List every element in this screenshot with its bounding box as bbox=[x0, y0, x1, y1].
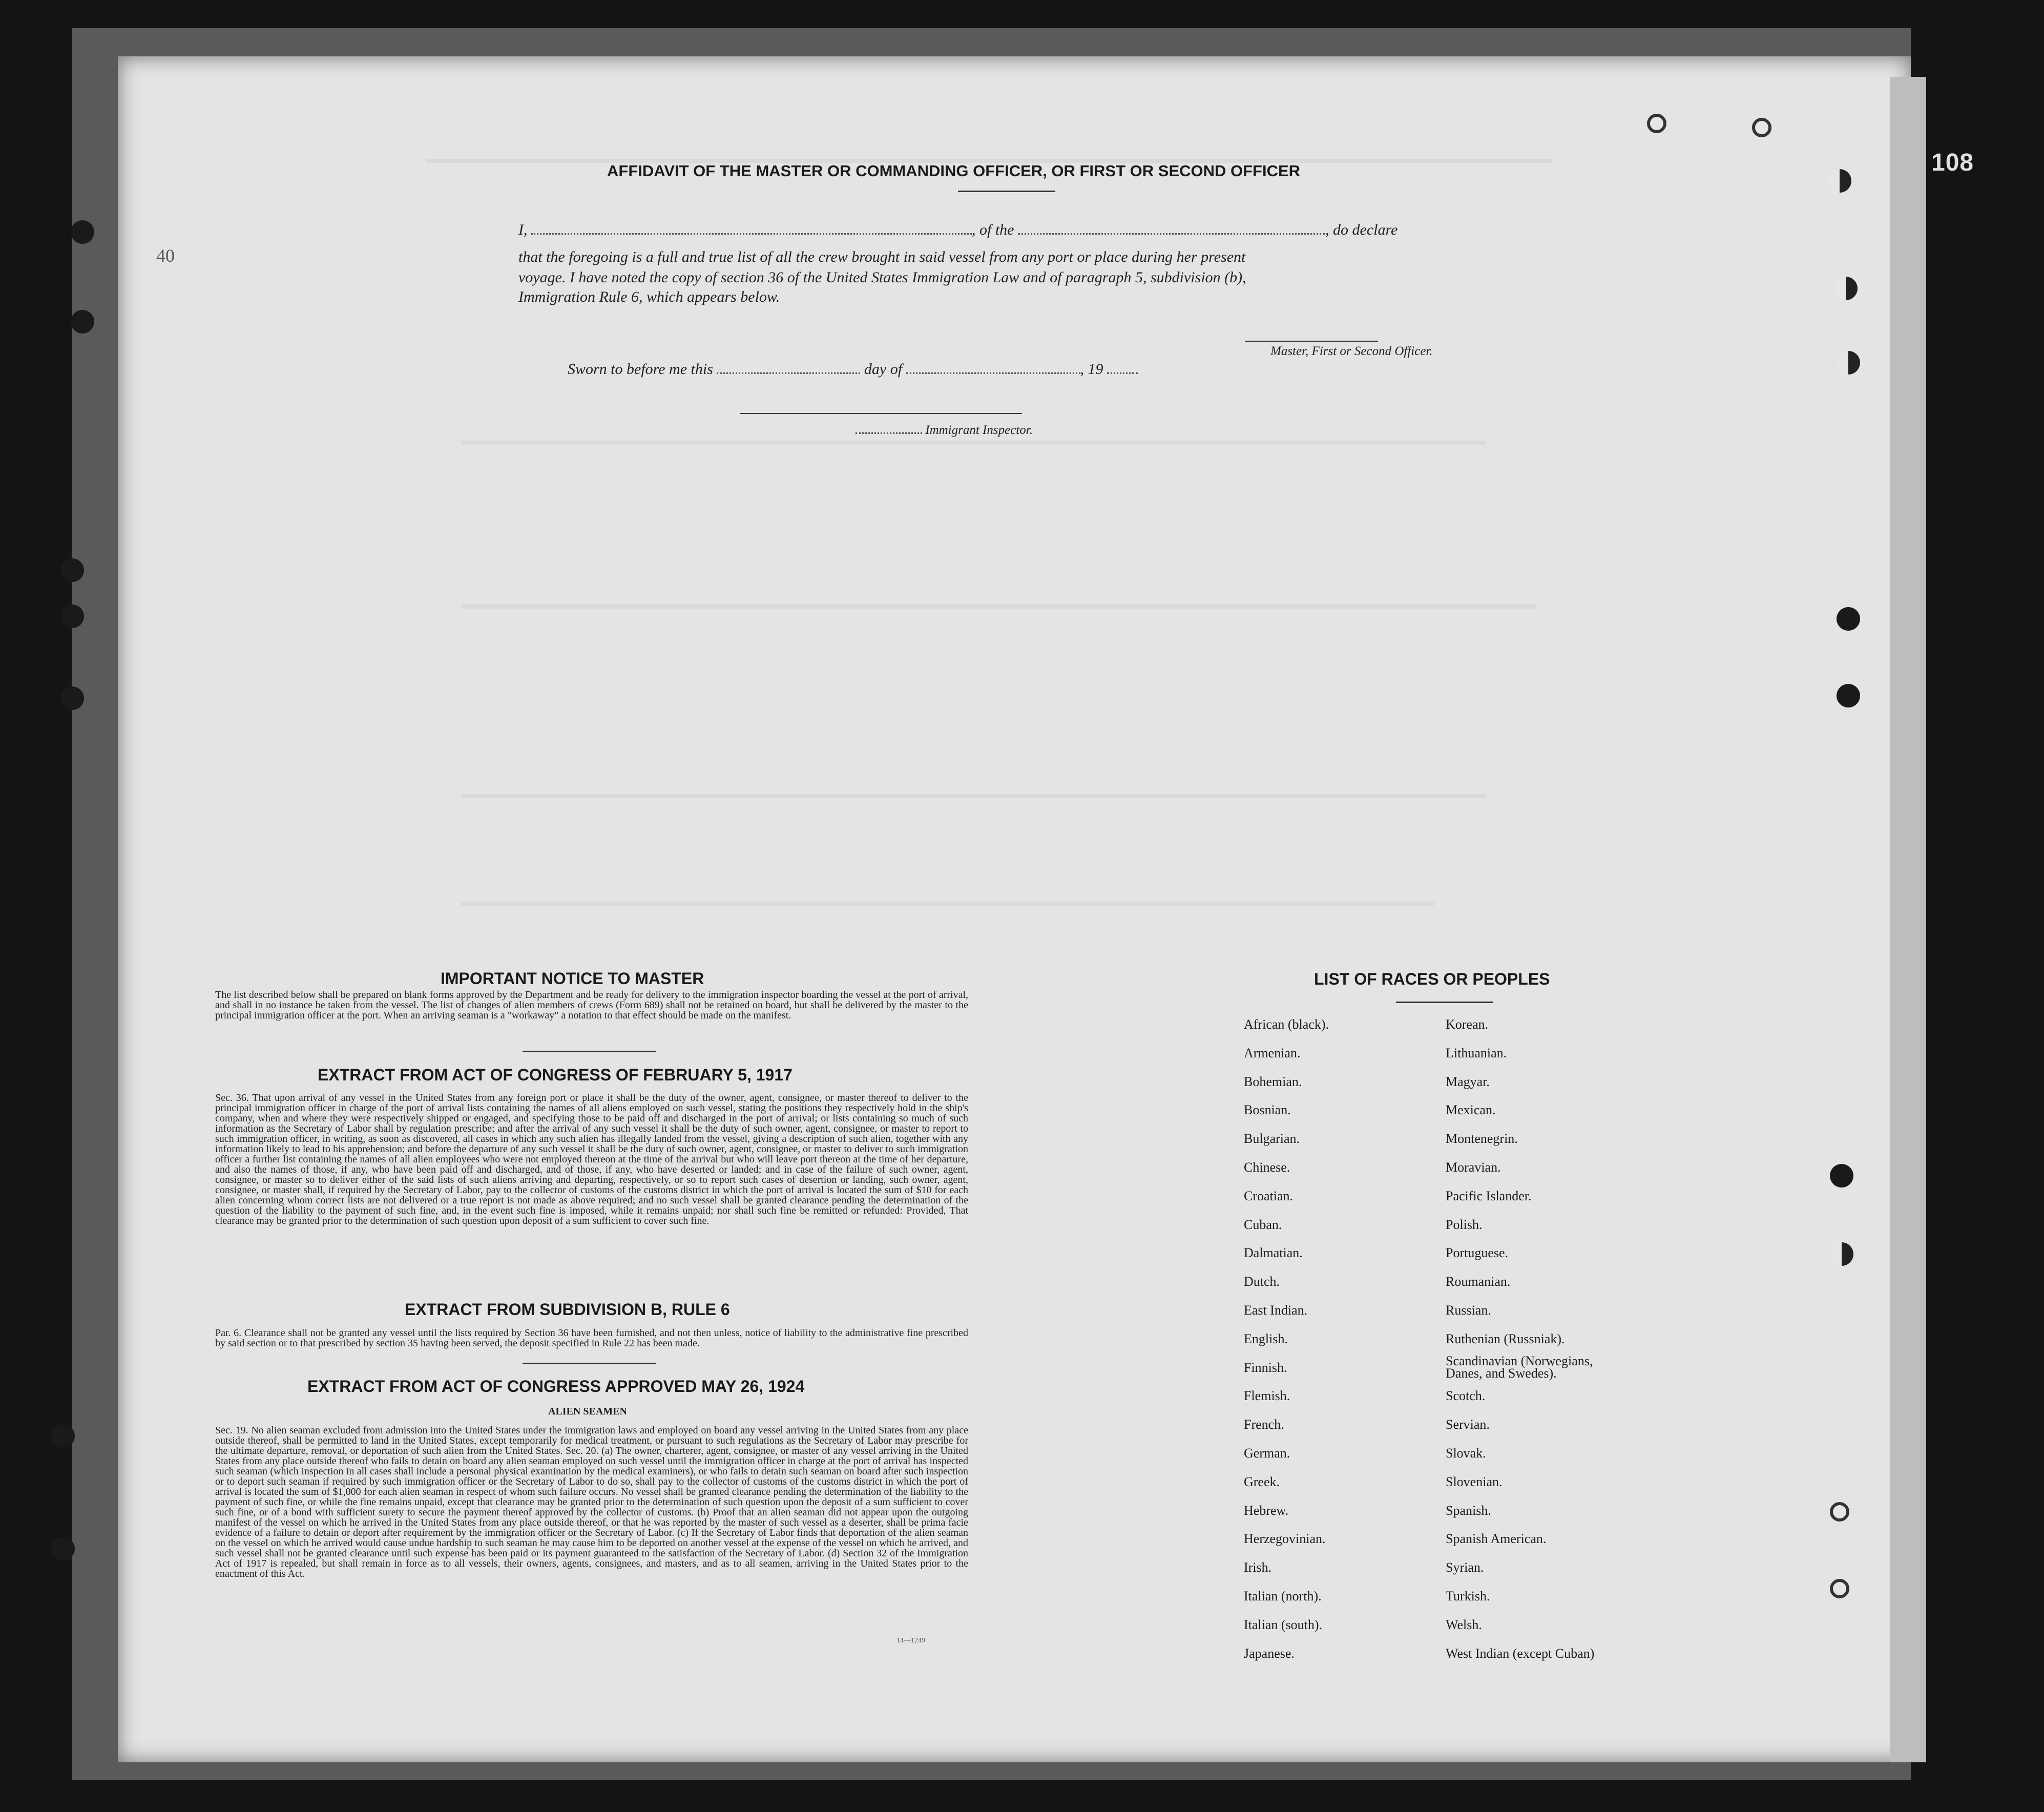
race-item: Ruthenian (Russniak). bbox=[1446, 1331, 1565, 1346]
affidavit-line-1 bbox=[518, 221, 1482, 239]
extract-1924-title: EXTRACT FROM ACT OF CONGRESS APPROVED MAY 26, 1924 bbox=[307, 1377, 805, 1396]
affidavit-title: AFFIDAVIT OF THE MASTER OR COMMANDING OFFICER, OR FIRST OR SECOND OFFICER bbox=[607, 162, 1301, 180]
signature-caption: Master, First or Second Officer. bbox=[1270, 344, 1433, 358]
date-blank[interactable] bbox=[717, 372, 860, 374]
binder-hole bbox=[1830, 1164, 1853, 1188]
race-item: Finnish. bbox=[1244, 1360, 1287, 1375]
bleed-through bbox=[461, 794, 1486, 798]
binder-hole bbox=[1837, 351, 1860, 374]
of-the-label: , of the bbox=[972, 221, 1014, 238]
race-item: Bulgarian. bbox=[1244, 1131, 1300, 1147]
race-item: Scandinavian (Norwegians, Danes, and Swedes). bbox=[1446, 1353, 1593, 1381]
race-item: Chinese. bbox=[1244, 1160, 1290, 1175]
race-item: Spanish. bbox=[1446, 1503, 1491, 1518]
binder-hole bbox=[1834, 277, 1858, 300]
binder-hole bbox=[1837, 684, 1860, 707]
race-item: Syrian. bbox=[1446, 1560, 1484, 1575]
race-item: Servian. bbox=[1446, 1417, 1490, 1432]
page-number: 108 bbox=[1931, 149, 1974, 176]
binder-hole bbox=[1752, 118, 1771, 137]
race-item: Hebrew. bbox=[1244, 1503, 1289, 1518]
day-of-label: day of bbox=[864, 361, 903, 378]
race-item: Slovenian. bbox=[1446, 1474, 1503, 1489]
race-item: Irish. bbox=[1244, 1560, 1272, 1575]
affidavit-line-3: voyage. I have noted the copy of section 36 of the United States Immigration Law and of paragraph 5, subdivision (b), bbox=[518, 269, 1246, 286]
year-prefix: , 19 bbox=[1080, 361, 1103, 378]
binder-hole bbox=[51, 1424, 75, 1448]
race-item: Welsh. bbox=[1446, 1617, 1482, 1632]
race-item: Russian. bbox=[1446, 1303, 1491, 1318]
race-item: Mexican. bbox=[1446, 1102, 1496, 1118]
page-edge bbox=[1890, 77, 1926, 1762]
divider bbox=[1396, 1002, 1493, 1003]
form-code: 14—1249 bbox=[896, 1637, 925, 1644]
binder-hole bbox=[1828, 169, 1851, 193]
divider bbox=[958, 191, 1055, 192]
race-item: Moravian. bbox=[1446, 1160, 1501, 1175]
race-item: Magyar. bbox=[1446, 1074, 1490, 1089]
races-title: LIST OF RACES OR PEOPLES bbox=[1314, 970, 1550, 988]
binder-hole bbox=[1830, 1579, 1849, 1598]
binder-hole bbox=[60, 686, 84, 710]
margin-mark: 40 bbox=[156, 245, 175, 266]
race-item: Dutch. bbox=[1244, 1274, 1280, 1289]
race-item: Pacific Islander. bbox=[1446, 1188, 1532, 1203]
inspector-caption bbox=[856, 423, 1033, 438]
race-item: German. bbox=[1244, 1446, 1290, 1461]
binder-hole bbox=[71, 310, 94, 334]
race-item: Italian (north). bbox=[1244, 1589, 1322, 1603]
binder-hole bbox=[60, 558, 84, 582]
race-item: Bosnian. bbox=[1244, 1102, 1291, 1118]
vessel-blank[interactable] bbox=[1018, 233, 1325, 235]
do-declare-label: , do declare bbox=[1325, 221, 1398, 238]
race-item: Bohemian. bbox=[1244, 1074, 1302, 1089]
signature-line[interactable] bbox=[1245, 341, 1378, 342]
binder-hole bbox=[1830, 1242, 1853, 1266]
binder-hole bbox=[71, 220, 94, 244]
rule6-text: Par. 6. Clearance shall not be granted any vessel until the lists required by Section 36 have been furnished, and not then unless, notice of liability to the administrative fine prescribed by said section or to that prescribed by section 35 having been served, the deposit specified in Rule 22 has been made. bbox=[215, 1327, 968, 1349]
race-item: French. bbox=[1244, 1417, 1284, 1432]
race-item: Portuguese. bbox=[1446, 1245, 1509, 1261]
binder-hole bbox=[51, 1537, 75, 1560]
notice-title: IMPORTANT NOTICE TO MASTER bbox=[441, 969, 704, 988]
bleed-through bbox=[461, 441, 1486, 445]
binder-hole bbox=[1647, 114, 1666, 133]
extract-1917-title: EXTRACT FROM ACT OF CONGRESS OF FEBRUARY 5, 1917 bbox=[318, 1066, 792, 1084]
race-item: Korean. bbox=[1446, 1017, 1489, 1032]
month-blank[interactable] bbox=[906, 372, 1080, 374]
race-item: East Indian. bbox=[1244, 1303, 1308, 1318]
extract-1924-subtitle: ALIEN SEAMEN bbox=[548, 1406, 627, 1417]
race-item: Lithuanian. bbox=[1446, 1045, 1507, 1060]
inspector-blank[interactable] bbox=[856, 432, 922, 434]
race-item: Roumanian. bbox=[1446, 1274, 1511, 1289]
race-item: Turkish. bbox=[1446, 1589, 1490, 1603]
race-item: Scotch. bbox=[1446, 1388, 1486, 1404]
race-item: Slovak. bbox=[1446, 1446, 1486, 1461]
rule6-title: EXTRACT FROM SUBDIVISION B, RULE 6 bbox=[405, 1300, 730, 1319]
sworn-line bbox=[568, 361, 1138, 378]
affidavit-line-4: Immigration Rule 6, which appears below. bbox=[518, 288, 780, 305]
race-item: Herzegovinian. bbox=[1244, 1531, 1326, 1547]
race-item: Montenegrin. bbox=[1446, 1131, 1518, 1147]
race-item: Greek. bbox=[1244, 1474, 1280, 1489]
inspector-line[interactable] bbox=[740, 413, 1022, 414]
inspector-label: Immigrant Inspector. bbox=[925, 423, 1033, 437]
race-item: Cuban. bbox=[1244, 1217, 1282, 1232]
race-item: Polish. bbox=[1446, 1217, 1483, 1232]
race-item: West Indian (except Cuban) bbox=[1446, 1646, 1595, 1661]
race-item: Japanese. bbox=[1244, 1646, 1295, 1661]
race-item: Croatian. bbox=[1244, 1188, 1294, 1203]
extract-1924-text: Sec. 19. No alien seaman excluded from admission into the United States under the immigration laws and employed on board any vessel arriving in the United States from any place outside thereof, shall be permitted to land in the United States, except temporarily for medical treatment, or pursuant to such regulations as the Secretary of Labor may prescribe for the ultimate departure, removal, or deportation of such alien from the United States. Sec. 20. (a) The owner, charterer, agent, consignee, or master of any vessel arriving in the United States from any place outside thereof who fails to detain on board any alien seaman employed on such vessel until the immigration officer in charge at the port of arrival has inspected such seaman (which inspection in all cases shall include a personal physical examination by the medical examiners), or who fails to detain such seaman on board after such inspection or to deport such seaman if required by such immigration officer or the Secretary of Labor to do so, shall pay to the collector of customs of the customs district in which the port of arrival is located the sum of $1,000 for each alien seaman in respect of whom such failure occurs. No vessel shall be granted clearance pending the determination of the liability to the payment of such fine, or while the fine remains unpaid, except that clearance may be granted prior to the determination of such question upon the deposit of a sum sufficient to cover such fine, or of a bond with sufficient surety to secure the payment thereof approved by the collector of customs. (b) Proof that an alien seaman did not appear upon the outgoing manifest of the vessel on which he arrived in the United States from any place outside thereof, or that he was reported by the master of such vessel as a deserter, shall be prima facie evidence of a failure to detain or deport after requirement by the immigration officer or the Secretary of Labor. (c) If the Secretary of Labor finds that deportation of the alien seaman on the vessel on which he arrived would cause undue hardship to such seaman he may cause him to be deported on another vessel at the expense of the vessel on which he arrived, and such vessel shall not be granted clearance until such expense has been paid or its payment guaranteed to the satisfaction of the Secretary of Labor. (d) Section 32 of the Immigration Act of 1917 is repealed, but shall remain in force as to all vessels, their owners, agents, consignees, and masters, and as to all seamen, arriving in the United States prior to the enactment of this Act. bbox=[215, 1425, 968, 1579]
race-item: Italian (south). bbox=[1244, 1617, 1323, 1632]
year-blank[interactable] bbox=[1107, 372, 1138, 374]
binder-hole bbox=[1837, 607, 1860, 631]
divider bbox=[523, 1363, 656, 1364]
race-item: African (black). bbox=[1244, 1017, 1329, 1032]
bleed-through bbox=[461, 902, 1434, 906]
extract-1917-text: Sec. 36. That upon arrival of any vessel in the United States from any foreign port or place it shall be the duty of the owner, agent, consignee, or master thereof to deliver to the principal immigration officer in charge of the port of arrival lists containing the names of all aliens employed on such vessel, stating the positions they respectively hold in the ship's company, when and where they were respectively shipped or engaged, and specifying those to be paid off and discharged in the port of arrival; or lists containing so much of such information as the Secretary of Labor shall by regulation prescribe; and after the arrival of any such vessel it shall be the duty of such owner, agent, consignee, or master to report to such immigration officer, in writing, as soon as discovered, all cases in which any such alien has illegally landed from the vessel, giving a description of such alien, together with any information likely to lead to his apprehension; and before the departure of any such vessel it shall be the duty of such owner, agent, consignee, or master to deliver to such immigration officer a further list containing the names of all alien employees who were not employed thereon at the time of the arrival but who will leave port thereon at the time of her departure, and also the names of those, if any, who have been paid off and discharged, and of those, if any, who have deserted or landed; and in case of the failure of such owner, agent, consignee, or master so to deliver either of the said lists of such aliens arriving and departing, respectively, or so to report such cases of desertion or landing, such owner, agent, consignee, or master shall, if required by the Secretary of Labor, pay to the collector of customs of the customs district in which the port of arrival is located the sum of $10 for each alien concerning whom correct lists are not delivered or a true report is not made as above required; and no such vessel shall be granted clearance pending the determination of the question of the liability to the payment of such fine, and, in the event such fine is imposed, while it remains unpaid; nor shall such fine be remitted or refunded: Provided, That clearance may be granted prior to the determination of such question upon deposit of a sum sufficient to cover such fine. bbox=[215, 1092, 968, 1226]
bleed-through bbox=[461, 605, 1537, 609]
race-item: Spanish American. bbox=[1446, 1531, 1547, 1547]
race-item: Flemish. bbox=[1244, 1388, 1290, 1404]
notice-text: The list described below shall be prepared on blank forms approved by the Department and be ready for delivery to the immigration inspector boarding the vessel at the port of arrival, and shall in no instance be taken from the vessel. The list of changes of alien members of crews (Form 689) shall not be retained on board, but shall be delivered by the master to the principal immigration officer at the port. When an arriving seaman is a "workaway" a notation to that effect should be made on the manifest. bbox=[215, 989, 968, 1021]
sworn-label: Sworn to before me this bbox=[568, 361, 713, 378]
race-item: Armenian. bbox=[1244, 1045, 1301, 1060]
race-item: English. bbox=[1244, 1331, 1288, 1346]
affidavit-line-2: that the foregoing is a full and true list of all the crew brought in said vessel from any port or place during her present bbox=[518, 248, 1246, 265]
name-blank[interactable] bbox=[531, 233, 972, 235]
binder-hole bbox=[60, 605, 84, 628]
binder-hole bbox=[1830, 1502, 1849, 1522]
divider bbox=[523, 1051, 656, 1052]
race-item: Dalmatian. bbox=[1244, 1245, 1303, 1261]
i-label: I, bbox=[518, 221, 528, 238]
